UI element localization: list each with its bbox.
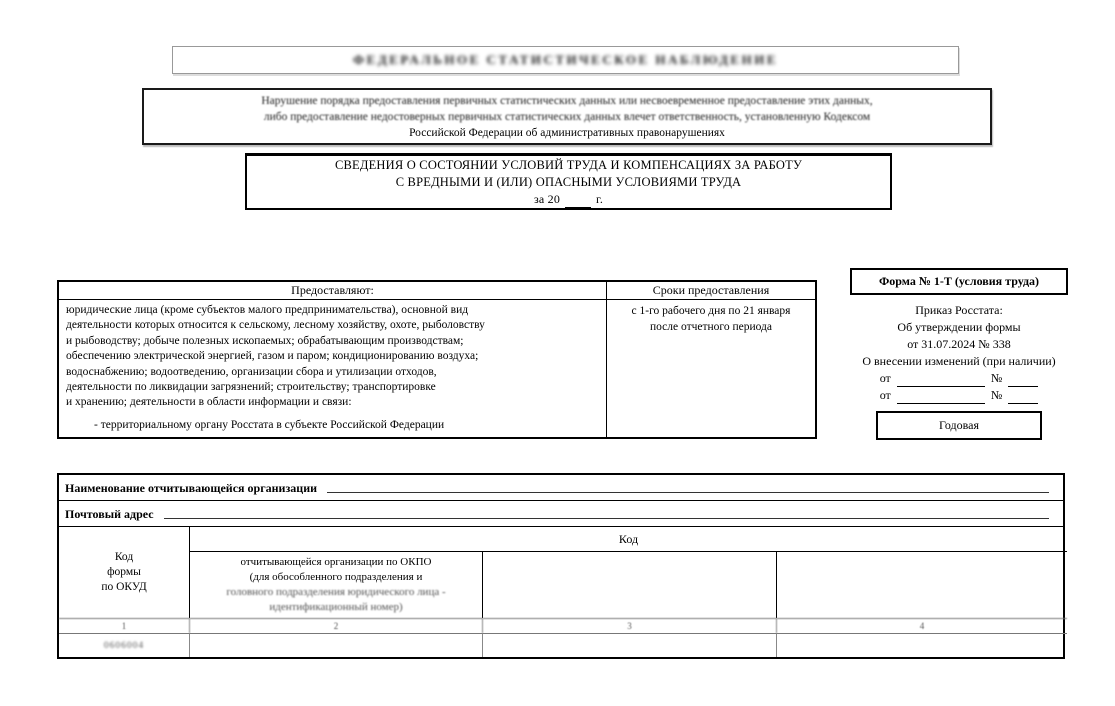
okpo-header-cell	[190, 552, 483, 618]
postal-address-blank-field	[164, 517, 1049, 519]
organization-block	[57, 473, 1065, 659]
code-column-4-header-cell	[777, 552, 1067, 618]
code-3-value-cell	[483, 633, 777, 657]
date-blank-field	[897, 391, 985, 404]
warning-line-2: либо предоставление недостоверных первичных статистических данных влечет ответственность, установленную Кодексом	[263, 110, 871, 123]
year-suffix: г.	[596, 191, 604, 206]
amendment-from-row-2	[833, 387, 1085, 404]
providers-line: юридические лица (кроме субъектов малого предпринимательства), основной вид	[66, 304, 469, 316]
providers-table	[57, 280, 817, 439]
providers-body-cell	[59, 300, 607, 437]
number-blank-field	[1008, 374, 1038, 387]
postal-address-row	[59, 501, 1063, 527]
okud-line-2: формы	[107, 566, 141, 578]
order-line-2: Об утверждении формы	[897, 320, 1021, 334]
providers-line: деятельности которых относится к сельскому, лесному хозяйству, охоте, рыболовству	[66, 319, 485, 332]
form-title-box	[245, 153, 892, 210]
providers-line: водоснабжению; водоотведению, организации сбора и утилизации отходов,	[66, 365, 437, 378]
okpo-line-1: отчитывающейся организации по ОКПО	[240, 556, 432, 568]
report-year-line	[534, 191, 603, 208]
warning-line-1: Нарушение порядка предоставления первичных статистических данных или несвоевременное предоставление этих данных,	[261, 94, 873, 107]
warning-line-3: Российской Федерации об административных правонарушениях	[409, 126, 725, 139]
okud-line-1: Код	[114, 551, 134, 563]
column-number-3: 3	[483, 618, 777, 633]
form-title-line-1: СВЕДЕНИЯ О СОСТОЯНИИ УСЛОВИЙ ТРУДА И КОМПЕНСАЦИЯХ ЗА РАБОТУ	[334, 157, 803, 172]
providers-line: и хранению; деятельности в области информации и связи:	[66, 396, 352, 409]
number-label: №	[990, 371, 1003, 385]
order-line-1: Приказ Росстата:	[915, 303, 1003, 317]
recipient-line: - территориальному органу Росстата в субъекте Российской Федерации	[94, 418, 445, 431]
year-prefix: за 20	[533, 191, 561, 206]
column-number-1: 1	[59, 618, 190, 633]
code-4-value-cell	[777, 633, 1067, 657]
amendments-line: О внесении изменений (при наличии)	[862, 354, 1056, 368]
providers-line: обеспечению электрической энергией, газом и паром; кондиционированию воздуха;	[66, 350, 479, 363]
okud-code-value: 0606004	[103, 640, 145, 651]
violation-warning-box	[142, 88, 992, 145]
number-label: №	[990, 388, 1003, 402]
federal-observation-text: ФЕДЕРАЛЬНОЕ СТАТИСТИЧЕСКОЕ НАБЛЮДЕНИЕ	[352, 52, 778, 67]
periodicity-box: Годовая	[876, 411, 1042, 440]
deadline-line-2: после отчетного периода	[649, 321, 773, 333]
org-name-label: Наименование отчитывающейся организации	[65, 481, 318, 495]
providers-line: деятельности по ликвидации загрязнений; строительству; транспортировке	[66, 381, 436, 394]
code-column-3-header-cell	[483, 552, 777, 618]
amendment-from-row-1	[833, 370, 1085, 387]
okud-header-cell	[59, 527, 190, 618]
date-blank-field	[897, 374, 985, 387]
order-line-3: от 31.07.2024 № 338	[907, 337, 1011, 351]
federal-observation-banner	[172, 46, 959, 74]
column-number-2: 2	[190, 618, 483, 633]
deadline-body-cell	[607, 300, 815, 437]
number-blank-field	[1008, 391, 1038, 404]
okpo-value-cell	[190, 633, 483, 657]
org-name-row	[59, 475, 1063, 501]
okpo-line-4: идентификационный номер)	[269, 601, 403, 613]
okud-line-3: по ОКУД	[101, 581, 147, 593]
deadline-header-cell: Сроки предоставления	[607, 282, 815, 300]
form-info-panel	[833, 268, 1085, 440]
okud-code-cell	[59, 633, 190, 657]
column-number-4: 4	[777, 618, 1067, 633]
year-blank-field	[565, 195, 591, 208]
form-number-box: Форма № 1-Т (условия труда)	[850, 268, 1068, 295]
form-title-line-2: С ВРЕДНЫМИ И (ИЛИ) ОПАСНЫМИ УСЛОВИЯМИ ТРУДА	[395, 174, 742, 189]
okpo-line-3: головного подразделения юридического лица -	[226, 586, 446, 598]
from-label: от	[879, 388, 891, 402]
deadline-line-1: с 1-го рабочего дня по 21 января	[631, 305, 791, 317]
from-label: от	[879, 371, 891, 385]
providers-line: и рыбоводству; добыче полезных ископаемых; обрабатывающим производствам;	[66, 334, 464, 347]
codes-table	[59, 527, 1063, 657]
postal-address-label: Почтовый адрес	[65, 507, 154, 521]
providers-header-cell: Предоставляют:	[59, 282, 607, 300]
org-name-blank-field	[327, 491, 1049, 493]
code-span-header-cell: Код	[190, 527, 1067, 552]
okpo-line-2: (для обособленного подразделения и	[249, 571, 423, 583]
